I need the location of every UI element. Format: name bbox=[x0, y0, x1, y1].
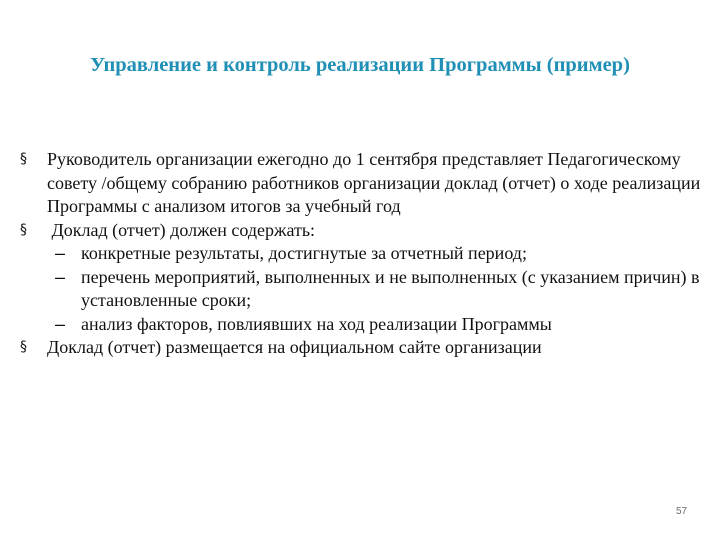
page-number: 57 bbox=[676, 506, 688, 517]
dash-bullet-icon: – bbox=[55, 243, 66, 263]
dash-bullet-icon: – bbox=[55, 313, 66, 334]
list-item-text: конкретные результаты, достигнутые за отчетный период; bbox=[81, 243, 527, 263]
square-bullet-icon: § bbox=[20, 221, 27, 238]
sub-list-item bbox=[0, 242, 720, 266]
list-item-text: Доклад (отчет) размещается на официальном сайте организации bbox=[47, 337, 542, 357]
list-item-text: Руководитель организации ежегодно до 1 сентября представляет Педагогическому совету /общему собранию работников организации доклад (отчет) о ходе реализации Программы с анализом итогов за учебный год bbox=[47, 149, 701, 216]
slide-title: Управление и контроль реализации Программы (пример) bbox=[90, 54, 630, 76]
list-item-text: перечень мероприятий, выполненных и не выполненных (с указанием причин) в установленные сроки; bbox=[81, 266, 700, 310]
bullet-list bbox=[0, 148, 720, 360]
sub-list-item bbox=[0, 313, 720, 337]
square-bullet-icon: § bbox=[20, 151, 27, 167]
dash-bullet-icon: – bbox=[55, 266, 66, 287]
list-item bbox=[0, 336, 720, 360]
list-item-text: Доклад (отчет) должен содержать: bbox=[47, 219, 316, 240]
list-item bbox=[0, 219, 720, 243]
list-item bbox=[0, 148, 720, 219]
sub-list-item bbox=[0, 266, 720, 313]
square-bullet-icon: § bbox=[20, 339, 27, 355]
list-item-text: анализ факторов, повлиявших на ход реализации Программы bbox=[81, 313, 552, 334]
